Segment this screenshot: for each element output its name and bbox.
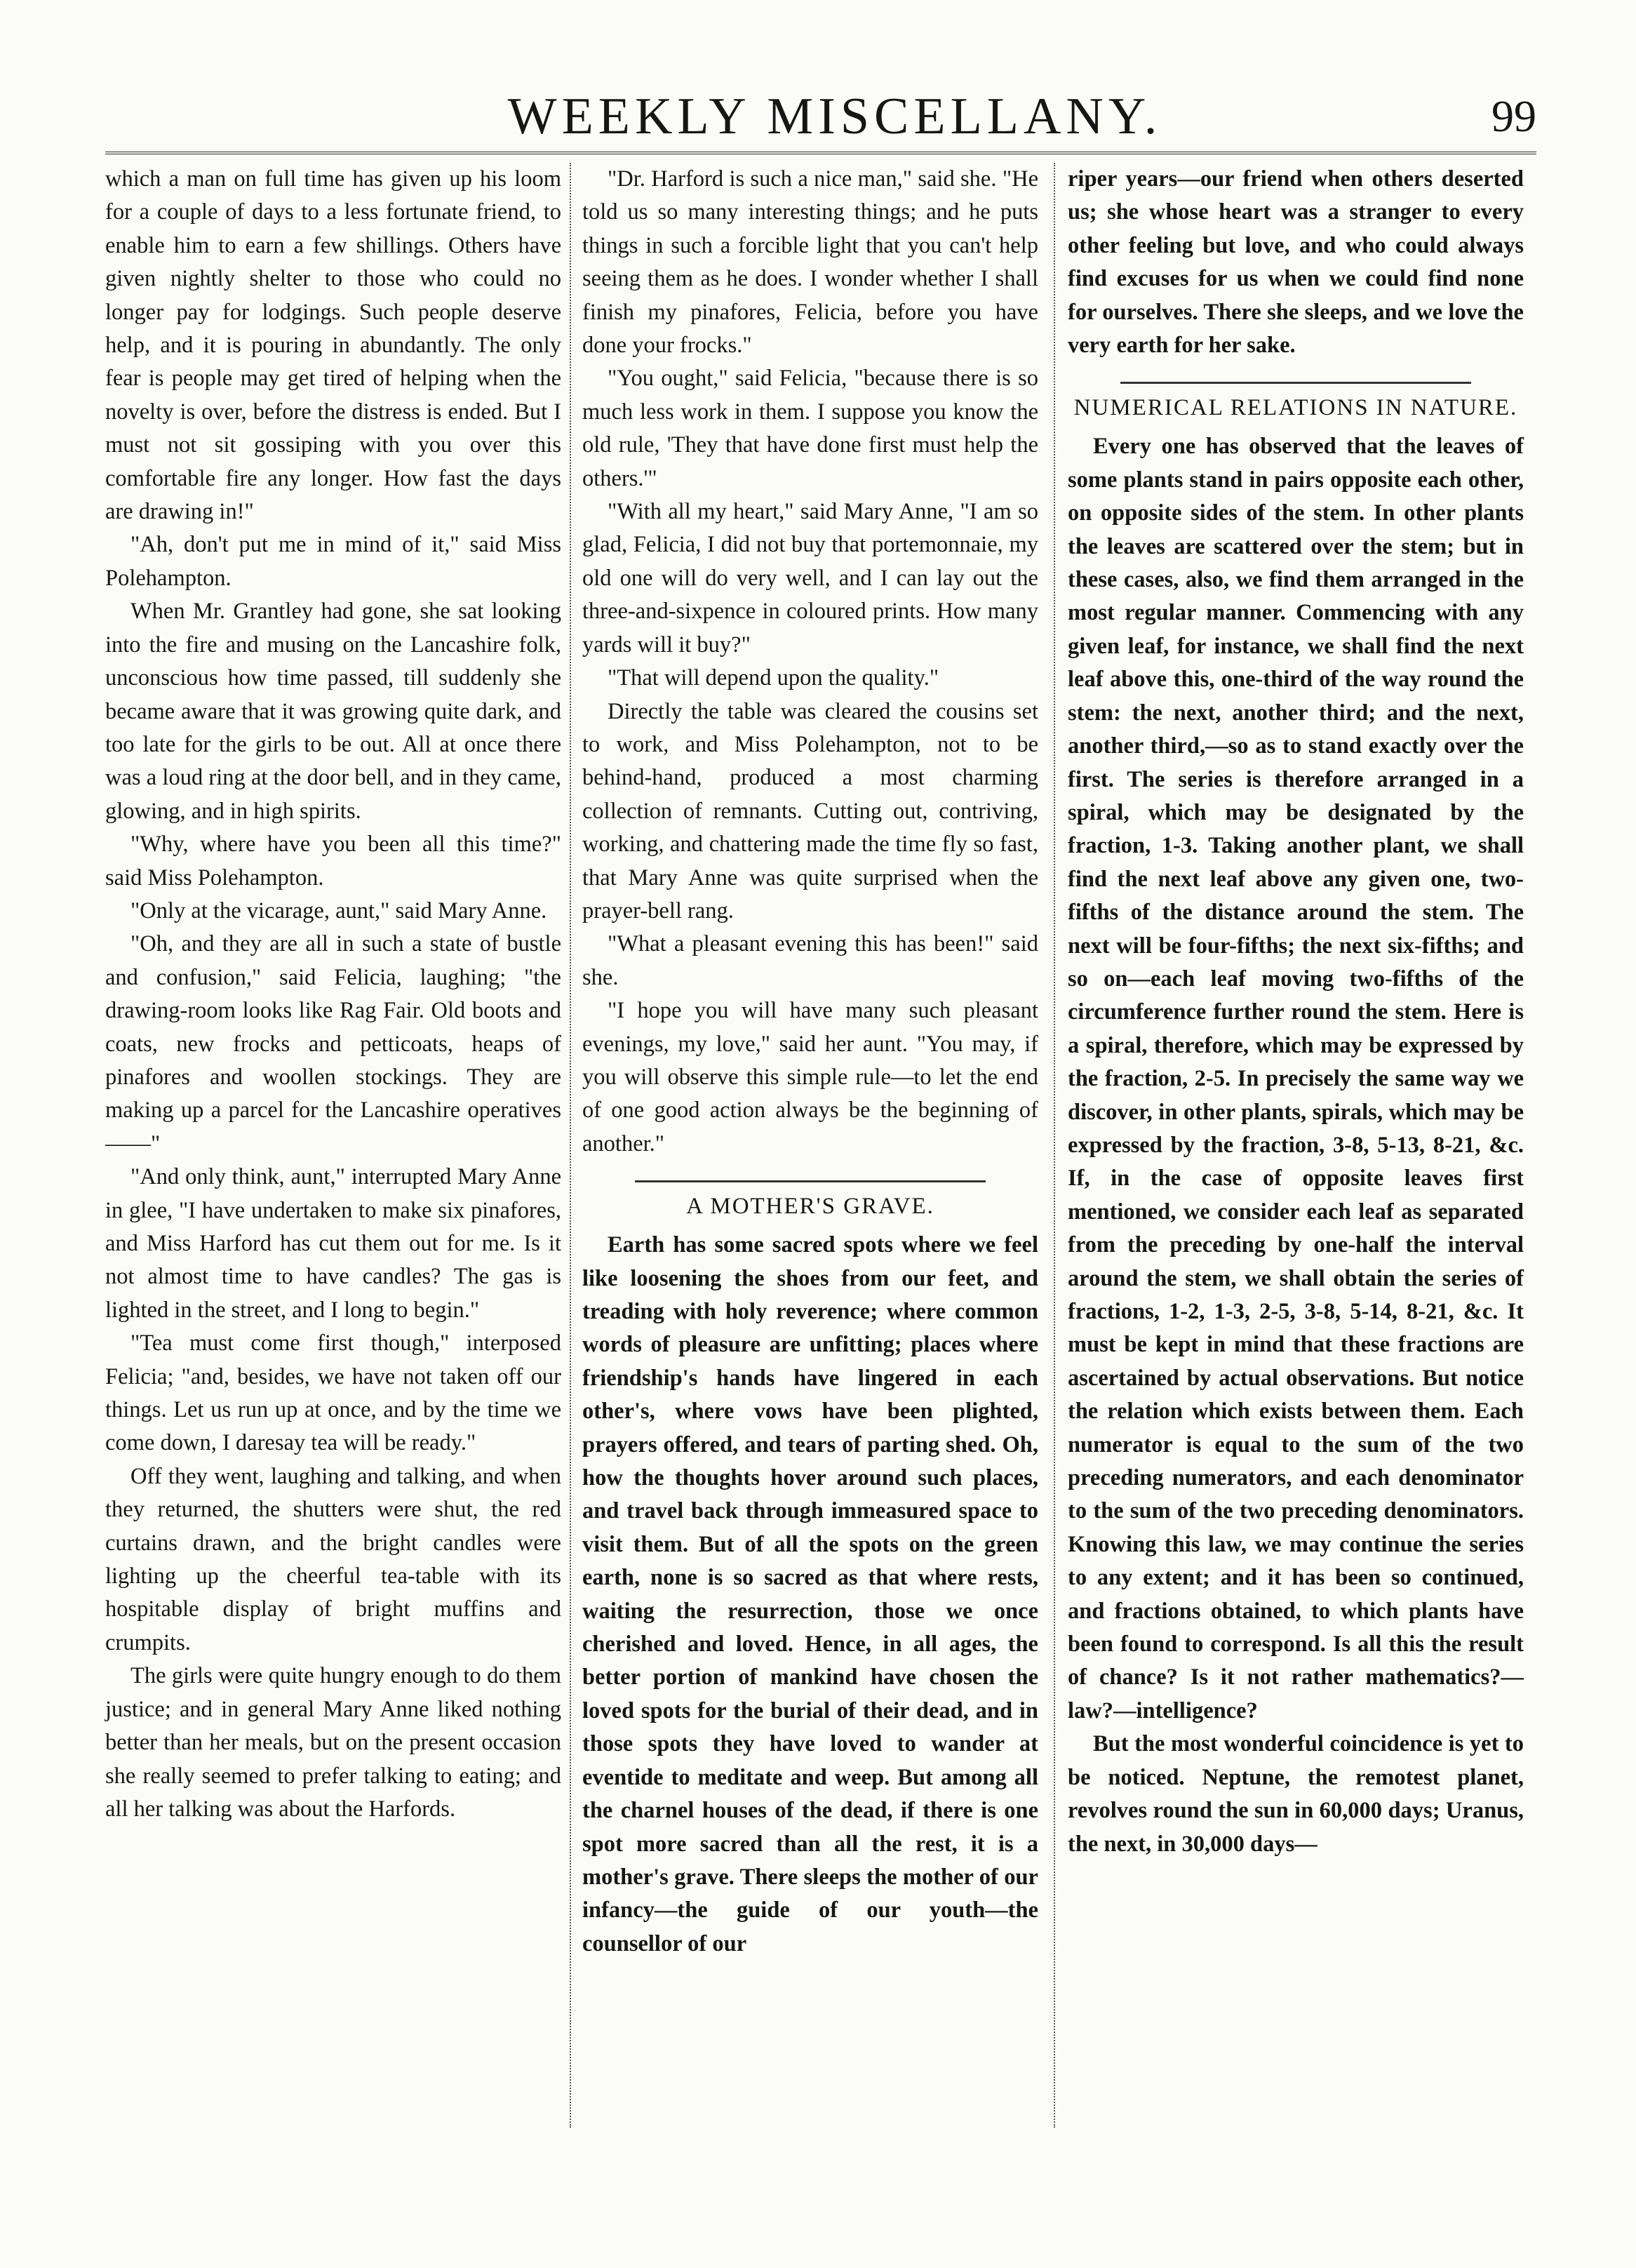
page-number: 99 xyxy=(1491,91,1536,141)
paragraph: "What a pleasant evening this has been!" said she. xyxy=(582,931,1038,990)
paragraph: "Tea must come first though," interposed Felicia; "and, besides, we have not taken off our things. Let us run up at once, and by the time we come down, I daresay tea will be ready." xyxy=(105,1330,561,1456)
section-divider xyxy=(635,1180,986,1182)
paragraph: "Only at the vicarage, aunt," said Mary Anne. xyxy=(130,898,547,923)
paragraph: "Why, where have you been all this time?" said Miss Polehampton. xyxy=(105,832,561,890)
paragraph: "And only think, aunt," interrupted Mary Anne in glee, "I have undertaken to make six pinafores, and Miss Harford has cut them out for me. Is it not almost time to have candles? The gas is lighted in the street, and I long to begin." xyxy=(105,1164,561,1323)
header-rule xyxy=(105,152,1536,154)
section-heading: NUMERICAL RELATIONS IN NATURE. xyxy=(1073,395,1518,421)
column-2 xyxy=(582,163,1038,1961)
masthead xyxy=(105,83,1536,150)
paragraph: "That will depend upon the quality." xyxy=(608,665,939,691)
section-heading: A MOTHER'S GRAVE. xyxy=(686,1194,934,1220)
paragraph: Every one has observed that the leaves of some plants stand in pairs opposite each other, on opposite sides of the stem. In other plants the leaves are scattered over the stem; but in these cases, also, we find them arranged in the most regular manner. Commencing with any given leaf, for instance, we shall find the next leaf above this, one-third of the way round the stem: the next, another third; and the next, another third,—so as to stand exactly over the first. The series is therefore arranged in a spiral, which may be designated by the fraction, 1-3. Taking another plant, we shall find the next leaf above any given one, two-fifths of the distance around the stem. The next will be four-fifths; the next six-fifths; and so on—each leaf moving two-fifths of the circumference further round the stem. Here is a spiral, therefore, which may be expressed by the fraction, 2-5. In precisely the same way we discover, in other plants, spirals, which may be expressed by the fraction, 3-8, 5-13, 8-21, &c. If, in the case of opposite leaves first mentioned, we consider each leaf as separated from the preceding by one-half the interval around the stem, we shall obtain the series of fractions, 1-2, 1-3, 2-5, 3-8, 5-14, 8-21, &c. It must be kept in mind that these fractions are ascertained by actual observations. But notice the relation which exists between them. Each numerator is equal to the sum of the two preceding numerators, and each denominator to the sum of the two preceding denominators. Knowing this law, we may continue the series to any extent; and it has been so continued, and fractions obtained, to which plants have been found to correspond. Is all this the result of chance? Is it not rather mathematics?—law?—intelligence? xyxy=(1068,434,1524,1723)
column-3 xyxy=(1068,163,1524,1861)
column-divider xyxy=(570,163,571,2128)
paragraph: Off they went, laughing and talking, and when they returned, the shutters were shut, the red curtains drawn, and the bright candles were lighting up the cheerful tea-table with its hospitable display of bright muffins and crumpits. xyxy=(105,1463,561,1655)
paragraph: "Dr. Harford is such a nice man," said she. "He told us so many interesting things; and he puts things in such a forcible light that you can't help seeing them as he does. I wonder whether I shall finish my pinafores, Felicia, before you have done your frocks." xyxy=(582,166,1038,359)
paragraph: When Mr. Grantley had gone, she sat looking into the fire and musing on the Lancashire folk, unconscious how time passed, till suddenly she became aware that it was growing quite dark, and too late for the girls to be out. All at once there was a loud ring at the door bell, and in they came, glowing, and in high spirits. xyxy=(105,599,561,824)
paragraph: The girls were quite hungry enough to do them justice; and in general Mary Anne liked nothing better than her meals, but on the present occasion she really seemed to prefer talking to eating; and all her talking was about the Harfords. xyxy=(105,1663,561,1822)
paragraph: Earth has some sacred spots where we feel like loosening the shoes from our feet, and treading with holy reverence; where common words of pleasure are unfitting; places where friendship's hands have lingered in each other's, where vows have been plighted, prayers offered, and tears of parting shed. Oh, how the thoughts hover around such places, and travel back through immeasured space to visit them. But of all the spots on the green earth, none is so sacred as that where rests, waiting the resurrection, those we once cherished and loved. Hence, in all ages, the better portion of mankind have chosen the loved spots for the burial of their dead, and in those spots they have loved to wander at eventide to meditate and weep. But among all the charnel houses of the dead, if there is one spot more sacred than all the rest, it is a mother's grave. There sleeps the mother of our infancy—the guide of our youth—the counsellor of our xyxy=(582,1232,1038,1956)
column-1 xyxy=(105,163,561,1826)
paragraph: "Oh, and they are all in such a state of bustle and confusion," said Felicia, laughing; "the drawing-room looks like Rag Fair. Old boots and coats, new frocks and petticoats, heaps of pinafores and woollen stockings. They are making up a parcel for the Lancashire operatives——" xyxy=(105,931,561,1156)
paragraph: "Ah, don't put me in mind of it," said Miss Polehampton. xyxy=(105,532,561,591)
paragraph: riper years—our friend when others deserted us; she whose heart was a stranger to every other feeling but love, and who could always find excuses for us when we could find none for ourselves. There she sleeps, and we love the very earth for her sake. xyxy=(1068,166,1524,359)
paragraph: Directly the table was cleared the cousins set to work, and Miss Polehampton, not to be behind-hand, produced a most charming collection of remnants. Cutting out, contriving, working, and chattering made the time fly so fast, that Mary Anne was quite surprised when the prayer-bell rang. xyxy=(582,698,1038,923)
paragraph: But the most wonderful coincidence is yet to be noticed. Neptune, the remotest planet, revolves round the sun in 60,000 days; Uranus, the next, in 30,000 days— xyxy=(1068,1731,1524,1857)
page-title: WEEKLY MISCELLANY. xyxy=(507,88,1162,145)
column-divider xyxy=(1054,163,1055,2128)
paragraph: "I hope you will have many such pleasant evenings, my love," said her aunt. "You may, if you will observe this simple rule—to let the end of one good action always be the beginning of another." xyxy=(582,998,1038,1156)
paragraph: "With all my heart," said Mary Anne, "I am so glad, Felicia, I did not buy that portemonnaie, my old one will do very well, and I can lay out the three-and-sixpence in coloured prints. How many yards will it buy?" xyxy=(582,499,1038,658)
paragraph: "You ought," said Felicia, "because there is so much less work in them. I suppose you know the old rule, 'They that have done first must help the others.'" xyxy=(582,366,1038,491)
section-divider xyxy=(1120,382,1471,384)
paragraph: which a man on full time has given up his loom for a couple of days to a less fortunate friend, to enable him to earn a few shillings. Others have given nightly shelter to those who could no longer pay for lodgings. Such people deserve help, and it is pouring in abundantly. The only fear is people may get tired of helping when the novelty is over, before the distress is ended. But I must not sit gossiping with you over this comfortable fire any longer. How fast the days are drawing in!" xyxy=(105,166,561,525)
